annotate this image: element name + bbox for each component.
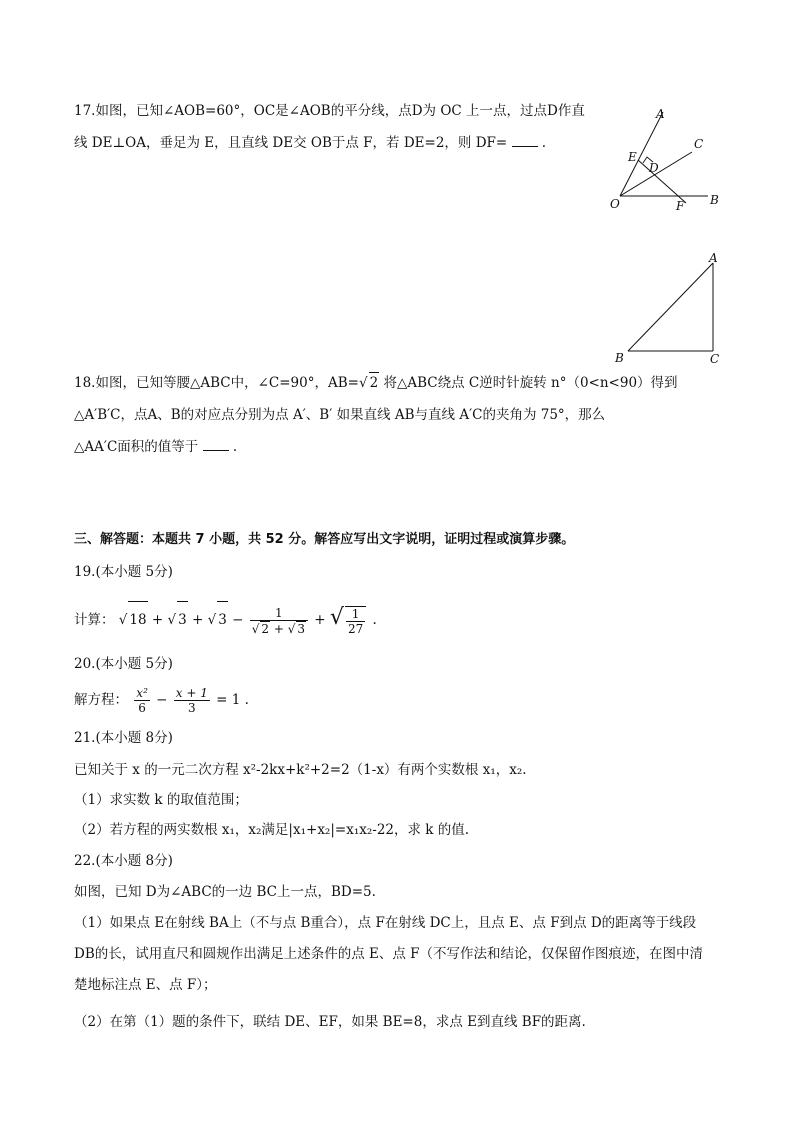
q22-part1-line2: DB的长，试用直尺和圆规作出满足上述条件的点 E、点 F（不写作法和结论，仅保留作图痕迹，在图中清	[74, 946, 704, 962]
q17-line1: 17.如图，已知∠AOB=60°，OC是∠AOB的平分线，点D为 OC 上一点，过点D作直	[74, 103, 585, 119]
q20-f1-num: x²	[136, 686, 148, 700]
q19-frac2-num: 1	[346, 607, 365, 622]
q18-sqrt-value: 2	[369, 372, 380, 393]
q20-f1-den: 6	[138, 701, 146, 715]
side-AB	[628, 263, 713, 351]
label-C: C	[710, 352, 720, 366]
q19-op3: −	[232, 612, 244, 628]
label-A: A	[709, 251, 718, 265]
q18-line1	[74, 372, 678, 393]
q19-fraction2	[345, 606, 366, 636]
q20-head: 20.(本小题 5分)	[74, 656, 173, 672]
q22-head: 22.(本小题 8分)	[74, 853, 173, 869]
label-O: O	[610, 197, 620, 211]
q20-end: .	[244, 692, 249, 708]
q19-op1: +	[151, 612, 164, 628]
q20-equation	[74, 682, 249, 718]
q19-r3: 3	[217, 601, 228, 638]
q17-line2	[74, 133, 546, 153]
q22-line1: 如图，已知 D为∠ABC的一边 BC上一点，BD=5.	[74, 884, 376, 900]
q19-r2: 3	[177, 601, 188, 638]
sqrt-symbol: √	[329, 605, 344, 630]
label-C: C	[694, 137, 704, 151]
q20-rhs: = 1	[216, 692, 241, 708]
q20-prefix: 解方程：	[74, 692, 128, 708]
q20-fraction2	[174, 686, 210, 715]
section-3-header	[74, 530, 574, 550]
q22-part1-line3: 楚地标注点 E、点 F）；	[74, 977, 217, 993]
q18-line3	[74, 437, 237, 457]
q19-prefix: 计算：	[74, 612, 115, 628]
q17-line2-text: 线 DE⊥OA，垂足为 E，且直线 DE交 OB于点 F，若 DE=2，则 DF=	[74, 135, 508, 151]
q19-head: 19.(本小题 5分)	[74, 564, 173, 580]
label-A: A	[656, 107, 665, 121]
sqrt-symbol: √	[358, 375, 368, 391]
q20-fraction1	[134, 686, 150, 715]
q19-frac-den-a: 2	[261, 621, 270, 636]
q17-answer-blank	[512, 134, 538, 147]
q17-line2-end: .	[541, 135, 547, 151]
q19-fraction	[250, 606, 308, 636]
q22-part2: （2）在第（1）题的条件下，联结 DE、EF，如果 BE=8，求点 E到直线 BF的距离.	[74, 1014, 586, 1030]
q18-line2: △A′B′C，点A、B的对应点分别为点 A′、B′ 如果直线 AB与直线 A′C的夹角为 75°，那么	[74, 407, 606, 423]
q18-line3-text: △AA′C面积的值等于	[74, 439, 199, 455]
q20-f2-num: x + 1	[175, 686, 208, 700]
label-D: D	[649, 161, 659, 175]
q20-minus: −	[156, 692, 168, 708]
label-E: E	[628, 150, 637, 164]
q18-line3-end: .	[232, 439, 238, 455]
label-F: F	[676, 199, 685, 213]
sqrt-symbol: √	[207, 612, 217, 628]
q19-frac-den: √ 2 + √ 3	[251, 621, 305, 636]
label-B: B	[615, 351, 624, 365]
q20-f2-den: 3	[188, 701, 196, 715]
q18-line1-a: 18.如图，已知等腰△ABC中，∠C=90°，AB=	[74, 375, 359, 391]
q18-figure	[608, 250, 728, 370]
sqrt-symbol: √	[167, 612, 177, 628]
q19-expression	[74, 600, 377, 638]
q18-answer-blank	[203, 438, 229, 451]
section-3-text: 三、解答题：本题共 7 小题，共 52 分。解答应写出文字说明，证明过程或演算步骤。	[74, 532, 575, 547]
q22-part1-line1: （1）如果点 E在射线 BA上（不与点 B重合），点 F在射线 DC上，且点 E、点 F到点 D的距离等于线段	[74, 915, 697, 931]
label-B: B	[710, 193, 719, 207]
q19-frac-den-b: 3	[297, 621, 305, 636]
q21-head: 21.(本小题 8分)	[74, 730, 173, 746]
q21-line1: 已知关于 x 的一元二次方程 x²-2kx+k²+2=2（1-x）有两个实数根 x₁，x₂.	[74, 762, 527, 778]
q19-frac-num: 1	[250, 606, 308, 621]
q19-end: .	[372, 612, 377, 628]
q19-r1: 18	[128, 601, 147, 638]
q21-part2: （2）若方程的两实数根 x₁，x₂满足|x₁+x₂|=x₁x₂-22，求 k 的值.	[74, 822, 470, 838]
q19-frac2-den: 27	[347, 621, 364, 636]
sqrt-symbol: √	[118, 612, 128, 628]
q21-part1: （1）求实数 k 的取值范围；	[74, 792, 248, 808]
line-EF	[638, 160, 686, 203]
q19-op2: +	[192, 612, 204, 628]
q19-op4: +	[314, 612, 326, 628]
q17-figure	[600, 100, 730, 220]
q18-line1-b: 将△ABC绕点 C逆时针旋转 n°（0<n<90）得到	[383, 375, 678, 391]
